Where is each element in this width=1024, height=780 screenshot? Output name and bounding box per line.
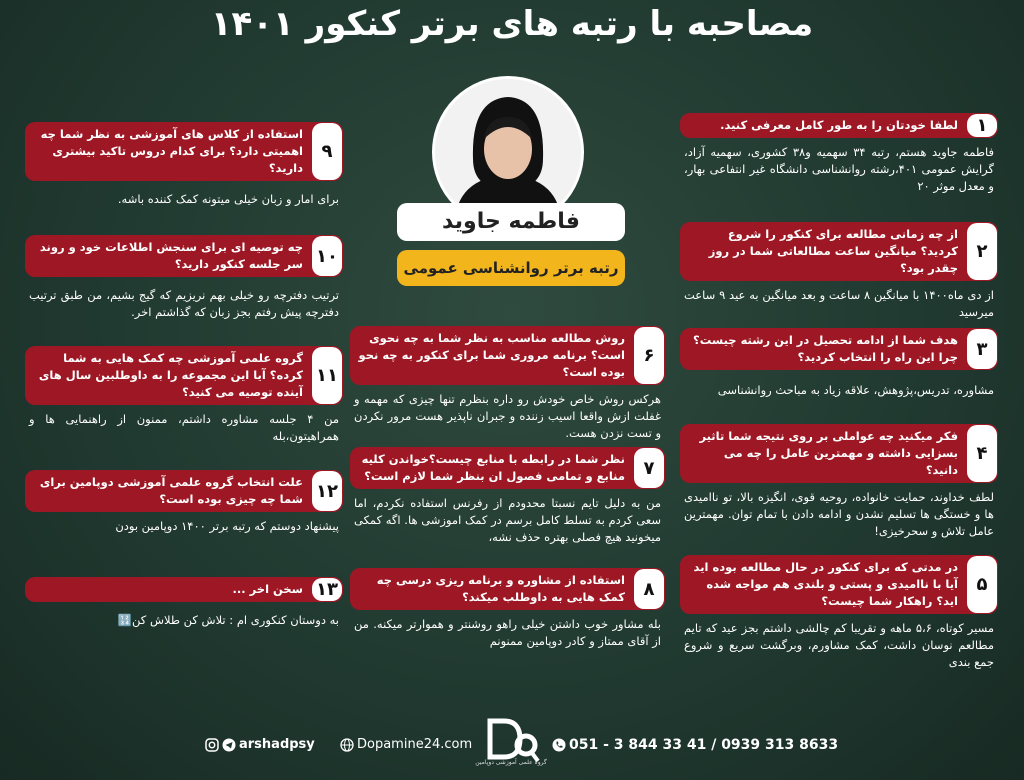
website-link[interactable]	[340, 737, 472, 752]
qa-number: ۴	[967, 425, 997, 482]
qa-item-7	[350, 447, 665, 546]
instagram-text: arshadpsy	[239, 737, 315, 752]
qa-answer: بله مشاور خوب داشتن خیلی راهو روشنتر و هموارتر میکنه. من از آقای ممتاز و کادر دوپامین ممنونم	[354, 617, 661, 648]
qa-answer: به دوستان کنکوری ام : تلاش کن طلاش کن🔢	[117, 613, 339, 627]
qa-question: چه توصیه ای برای سنجش اطلاعات خود و روند سر جلسه کنکور دارید؟	[39, 240, 303, 271]
telegram-icon	[222, 738, 236, 752]
qa-question: لطفا خودتان را به طور کامل معرفی کنید.	[720, 118, 958, 132]
qa-number: ۹	[312, 123, 342, 180]
phone-text: 051 - 3 844 33 41 / 0939 313 8633	[569, 737, 839, 753]
qa-answer: من به دلیل تایم نسبتا محدودم از رفرنس استفاده نکردم، اما سعی کردم به تسلط کامل برسم در کمک اموزشی ها. اگه کمکی میخونید هیچ فصلی بهتره حذف نشه،	[354, 496, 661, 544]
qa-item-2	[680, 222, 998, 321]
person-role: رتبه برتر روانشناسی عمومی	[397, 250, 625, 286]
qa-item-10	[25, 235, 343, 321]
qa-answer: برای امار و زبان خیلی میتونه کمک کننده باشه.	[117, 192, 339, 206]
qa-item-5	[680, 555, 998, 671]
qa-number: ۵	[967, 556, 997, 613]
qa-item-6	[350, 326, 665, 442]
qa-item-12	[25, 470, 343, 535]
qa-question: روش مطالعه مناسب به نظر شما به چه نحوی است؟ برنامه مروری شما برای کنکور به چه نحو بوده است؟	[358, 331, 625, 379]
qa-number: ۱	[967, 114, 997, 137]
qa-question: در مدتی که برای کنکور در حال مطالعه بوده اید آیا با ناامیدی و پستی و بلندی هم مواجه شده اید؟ راهکار شما چیست؟	[693, 560, 958, 608]
qa-answer: پیشنهاد دوستم که رتبه برتر ۱۴۰۰ دوپامین بودن	[115, 519, 339, 533]
qa-item-13	[25, 577, 343, 629]
qa-answer: مشاوره، تدریس،پژوهش، علاقه زیاد به مباحث روانشناسی	[717, 383, 994, 397]
qa-number: ۲	[967, 223, 997, 280]
qa-answer: از دی ماه۱۴۰۰ با میانگین ۸ ساعت و بعد میانگین به عید ۹ ساعت میرسید	[684, 288, 994, 319]
website-text: Dopamine24.com	[357, 737, 473, 752]
qa-question: استفاده از مشاوره و برنامه ریزی درسی چه کمک هایی به داوطلب میکند؟	[376, 573, 625, 604]
qa-question: علت انتخاب گروه علمی آموزشی دوپامین برای شما چه چیزی بوده است؟	[39, 475, 303, 506]
qa-item-4	[680, 424, 998, 540]
qa-question: فکر میکنید چه عواملی بر روی نتیجه شما تاثیر بسزایی داشته و مهمترین عامل را چه می دانید؟	[699, 429, 958, 477]
person-name: فاطمه جاوید	[397, 203, 625, 241]
qa-item-1	[680, 113, 998, 195]
qa-question: هدف شما از ادامه تحصیل در این رشته چیست؟ چرا این راه را انتخاب کردید؟	[693, 333, 958, 364]
qa-number: ۱۲	[312, 471, 342, 511]
instagram-icon	[205, 738, 219, 752]
qa-answer: ترتیب دفترچه رو خیلی بهم نریزیم که گیج بشیم، من طبق ترتیب دفترچه پیش رفتم بجز زبان که گذاشتم اخر.	[29, 288, 339, 319]
qa-answer: من ۴ جلسه مشاوره داشتم، ممنون از راهنمایی ها و همراهیتون،بله	[29, 412, 339, 443]
qa-answer: هرکس روش خاص خودش رو داره بنظرم تنها چیزی که مهمه و غفلت ازش واقعا اسیب زننده و جبران ناپذیر هست مرور نکردن و تست نزدن هست.	[354, 392, 661, 440]
phone-icon	[552, 738, 566, 752]
qa-answer: فاطمه جاوید هستم، رتبه ۳۴ سهمیه و۳۸ کشوری، سهمیه آزاد، گرایش عمومی ۴۰۱،رشته روانشناسی دانشگاه غیر انتفاعی بهار، و معدل موثر ۲۰	[684, 145, 995, 193]
instagram-handle[interactable]	[205, 737, 315, 752]
qa-number: ۱۱	[312, 347, 342, 404]
qa-item-8	[350, 568, 665, 650]
qa-item-3	[680, 328, 998, 399]
qa-question: گروه علمی آموزشی چه کمک هایی به شما کرده؟ آیا این مجموعه را به داوطلبین سال های آینده توصیه می کنید؟	[38, 351, 303, 399]
qa-question: استفاده از کلاس های آموزشی به نظر شما چه اهمیتی دارد؟ برای کدام دروس تاکید بیشتری دارید؟	[40, 127, 303, 175]
qa-number: ۶	[634, 327, 664, 384]
qa-item-11	[25, 346, 343, 445]
qa-item-9	[25, 122, 343, 208]
logo-caption: گروه علمی آموزشی دوپامین	[475, 759, 547, 766]
qa-number: ۱۰	[312, 236, 342, 276]
qa-question: نظر شما در رابطه با منابع چیست؟خواندن کلیه منابع و تمامی فصول ان بنظر شما لازم است؟	[361, 452, 625, 483]
qa-number: ۷	[634, 448, 664, 488]
footer	[0, 715, 1024, 775]
qa-question: از چه زمانی مطالعه برای کنکور را شروع کردید؟ میانگین ساعت مطالعاتی شما در روز چقدر بود؟	[708, 227, 958, 275]
page-title: مصاحبه با رتبه های برتر کنکور ۱۴۰۱	[210, 4, 814, 44]
qa-number: ۳	[967, 329, 997, 369]
qa-answer: لطف خداوند، حمایت خانواده، روحیه قوی، انگیزه بالا، تو ناامیدی ها و خستگی ها تسلیم نشدن و ادامه دادن با تمام توان. مهمترین عامل تلاش و سحرخیزی!	[684, 490, 994, 538]
qa-number: ۸	[634, 569, 664, 609]
qa-answer: مسیر کوتاه، ۵،۶ ماهه و تقریبا کم چالشی داشتم بجز عید که تایم مطالعم نوسان داشت، کمک مشاورم، وبرگشت سریع و شروع جمع بندی	[684, 621, 995, 669]
qa-number: ۱۳	[312, 578, 342, 601]
phone-numbers[interactable]	[552, 737, 838, 753]
globe-icon	[340, 738, 354, 752]
qa-question: سخن اخر ...	[232, 582, 303, 596]
